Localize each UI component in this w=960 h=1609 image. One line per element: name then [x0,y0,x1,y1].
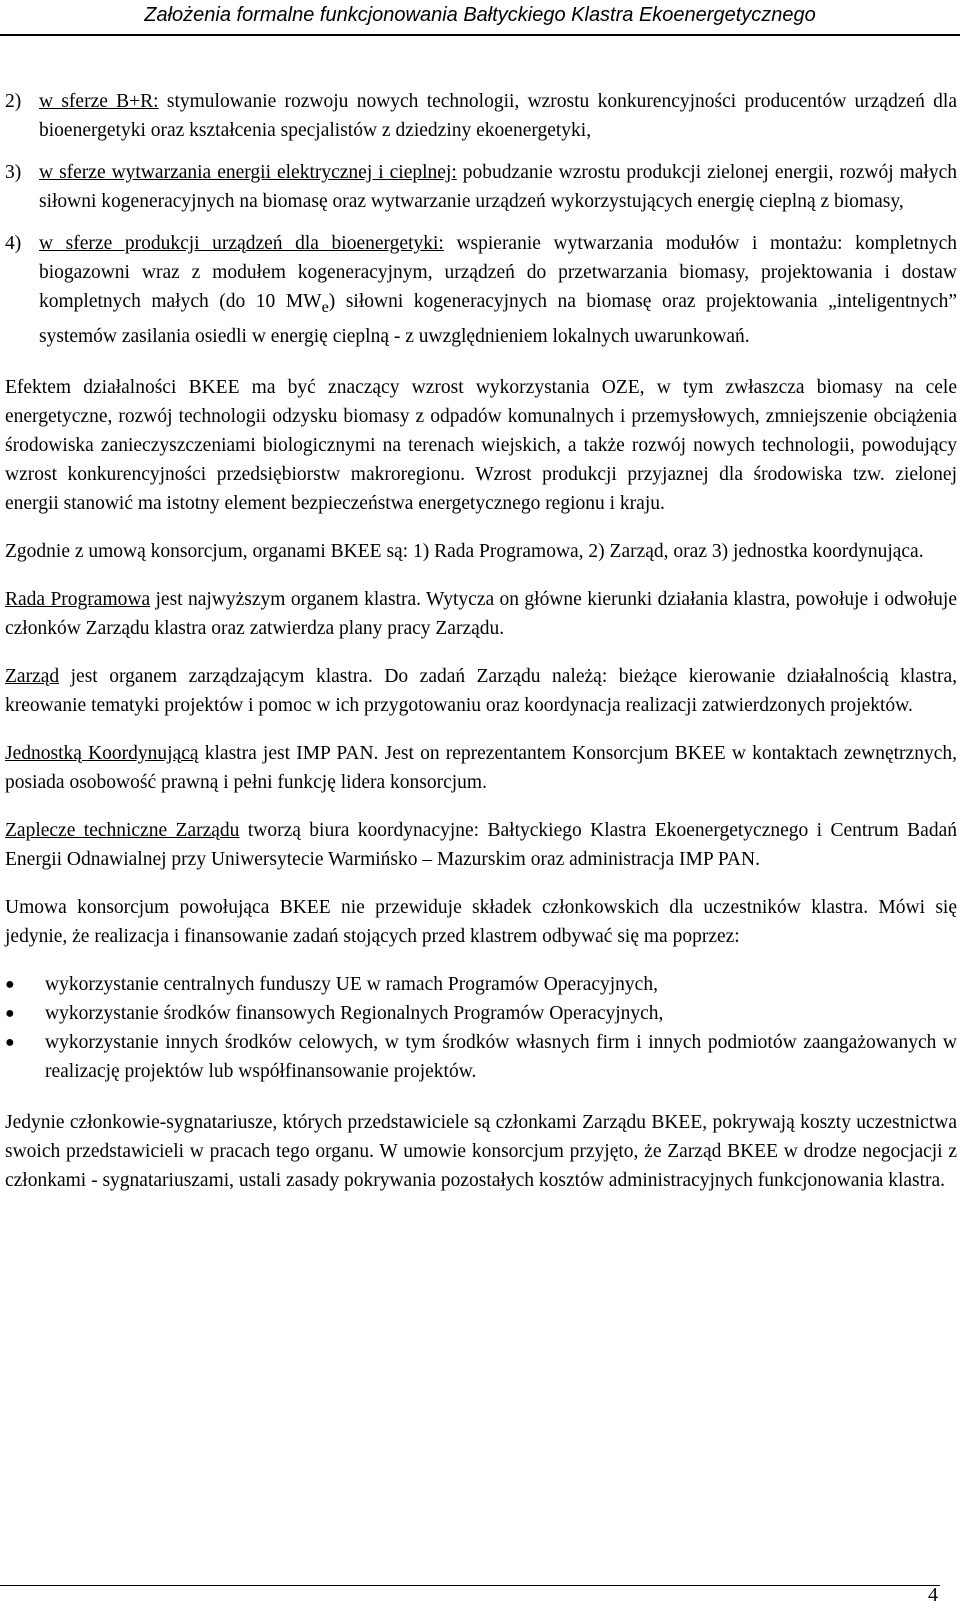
page-number: 4 [928,1584,938,1606]
bullet-icon: ● [5,1033,15,1051]
list-item-3 [5,158,957,216]
zarzad-text: jest organem zarządzającym klastra. Do zadań Zarządu należą: bieżące kierowanie działalnością klastra, kreowanie tematyki projektów i pomoc w ich przygotowaniu oraz koordynacja realizacji zatwierdzonych projektów. [5,665,957,716]
list-body: wspieranie wytwarzania modułów i montażu: kompletnych biogazowni wraz z modułem kogeneracyjnym, urządzeń do przetwarzania biomasy, projektowania i dostaw kompletnych małych (do 10 MW [39,233,957,312]
paragraph-zarzad [5,662,957,720]
list-label: w sferze produkcji urządzeń dla bioenergetyki: [39,233,444,254]
funding-list [5,970,957,1086]
jednostka-text: klastra jest IMP PAN. Jest on reprezentantem Konsorcjum BKEE w kontaktach zewnętrznych, posiada osobowość prawną i pełni funkcję lidera konsorcjum. [5,742,957,793]
list-label: w sferze wytwarzania energii elektrycznej i cieplnej: [39,162,457,183]
rada-label: Rada Programowa [5,588,151,610]
list-number: 2) [5,91,22,112]
paragraph-jedynie: Jedynie członkowie-sygnatariusze, których przedstawiciele są członkami Zarządu BKEE, pokrywają koszty uczestnictwa swoich przedstawicieli w pracach tego organu. W umowie konsorcjum przyjęto, że Zarząd BKEE w drodze negocjacji z członkami - sygnatariuszami, ustali zasady pokrywania pozostałych kosztów administracyjnych funkcjonowania klastra. [5,1111,957,1191]
list-text [39,87,957,145]
footer-rule [0,1585,940,1586]
paragraph-zaplecze [5,816,957,874]
list-number: 4) [5,233,22,254]
list-item: ● wykorzystanie środków finansowych Regionalnych Programów Operacyjnych, [5,999,957,1028]
paragraph-umowa: Umowa konsorcjum powołująca BKEE nie przewiduje składek członkowskich dla uczestników klastra. Mówi się jedynie, że realizacja i finansowanie zadań stojących przed klastrem odbywać się ma poprzez: [5,896,957,947]
paragraph-efekt: Efektem działalności BKEE ma być znaczący wzrost wykorzystania OZE, w tym zwłaszcza biomasy na cele energetyczne, rozwój technologii odzysku biomasy z odpadów komunalnych i przemysłowych, zmniejszenie obciążenia środowiska zanieczyszczeniami biologicznymi na terenach wiejskich, a także rozwój nowych technologii, powodujący wzrost konkurencyjności przedsiębiorstw makroregionu. Wzrost produkcji przyjaznej dla środowiska tzw. zielonej energii stanowić ma istotny element bezpieczeństwa energetycznego regionu i kraju. [5,376,957,514]
bullet-icon: ● [5,975,15,993]
list-label: w sferze B+R: [39,91,159,112]
list-text [39,158,957,216]
list-item-2 [5,87,957,145]
document-body [5,80,957,1195]
paragraph-jednostka [5,739,957,797]
rada-text: jest najwyższym organem klastra. Wytycza on główne kierunki działania klastra, powołuje i odwołuje członków Zarządu klastra oraz zatwierdza plany pracy Zarządu. [5,588,957,639]
running-header: Założenia formalne funkcjonowania Bałtyckiego Klastra Ekoenergetycznego [144,4,816,26]
zarzad-label: Zarząd [5,665,60,687]
list-body: stymulowanie rozwoju nowych technologii, wzrostu konkurencyjności producentów urządzeń dla bioenergetyki oraz kształcenia specjalistów z dziedziny ekoenergetyki, [39,91,957,141]
paragraph-zgodnie: Zgodnie z umową konsorcjum, organami BKEE są: 1) Rada Programowa, 2) Zarząd, oraz 3) jednostka koordynująca. [5,540,924,562]
list-item: ● wykorzystanie centralnych funduszy UE w ramach Programów Operacyjnych, [5,970,957,999]
zaplecze-text: tworzą biura koordynacyjne: Bałtyckiego Klastra Ekoenergetycznego i Centrum Badań Energii Odnawialnej przy Uniwersytecie Warmińsko – Mazurskim oraz administracja IMP PAN. [5,819,957,870]
subscript-e: e [321,297,329,316]
list-number: 3) [5,162,22,183]
list-text [39,229,957,351]
header-rule [0,34,960,36]
bullet-icon: ● [5,1004,15,1022]
list-item-4 [5,229,957,351]
zaplecze-label: Zaplecze techniczne Zarządu [5,819,240,841]
list-body-cont: ) siłowni kogeneracyjnych na biomasę oraz projektowania „inteligentnych” systemów zasilania osiedli w energię cieplną - z uwzględnieniem lokalnych uwarunkowań. [39,291,957,347]
list-body: pobudzanie wzrostu produkcji zielonej energii, rozwój małych siłowni kogeneracyjnych na biomasę oraz wytwarzanie urządzeń wykorzystujących energię cieplną z biomasy, [39,162,957,212]
jednostka-label: Jednostką Koordynującą [5,742,199,764]
list-item: ● wykorzystanie innych środków celowych, w tym środków własnych firm i innych podmiotów zaangażowanych w realizację projektów lub współfinansowanie projektów. [5,1028,957,1086]
paragraph-rada [5,585,957,643]
